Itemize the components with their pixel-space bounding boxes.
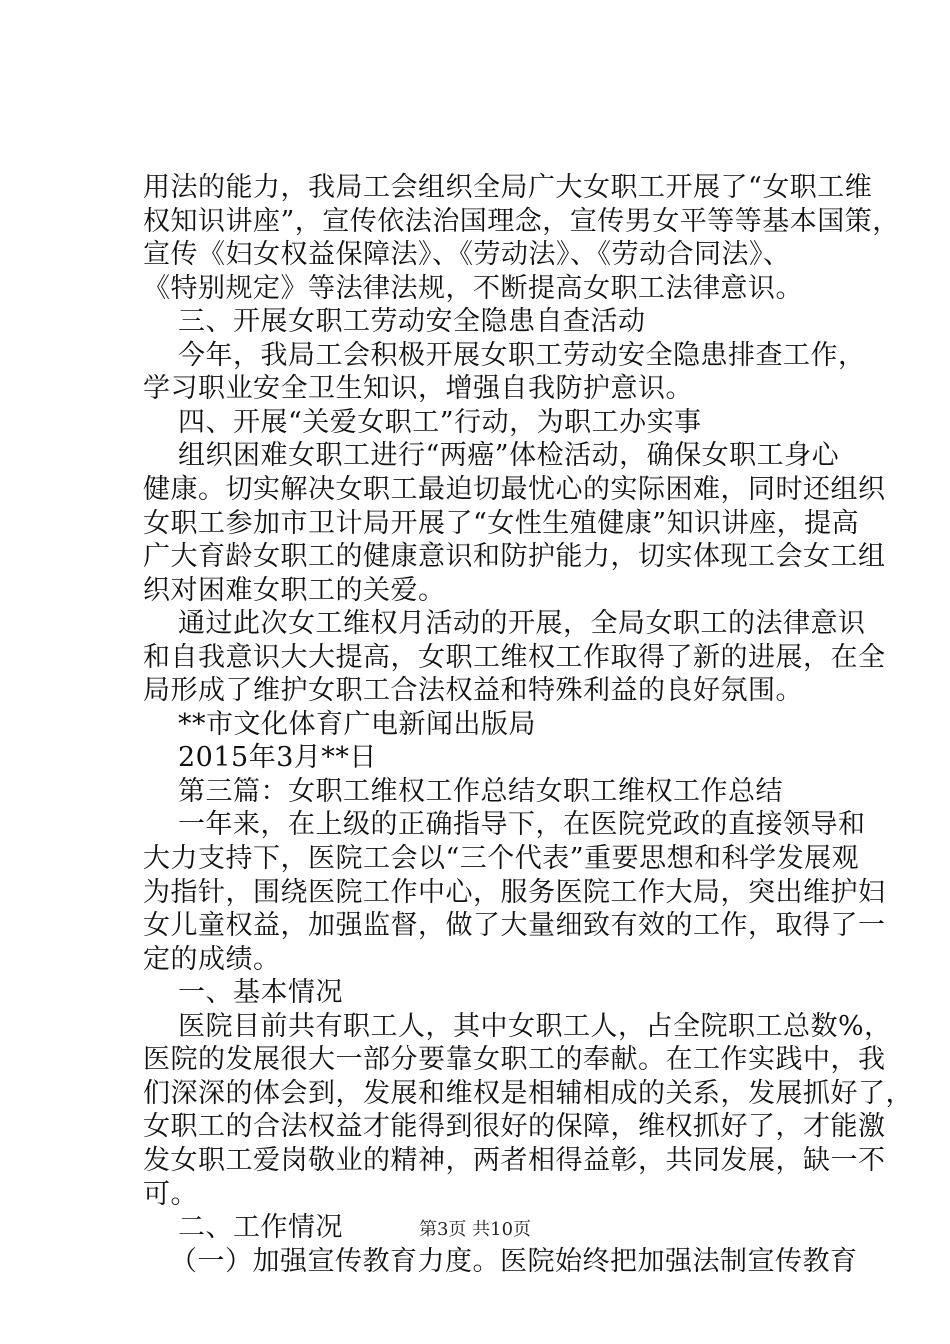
text-line: 女职工的合法权益才能得到很好的保障，维权抓好了，才能激 [143, 1111, 886, 1142]
page-number-label: 第3页 共10页 [418, 1219, 532, 1240]
text-line: 织对困难女职工的关爱。 [143, 575, 446, 606]
text-line: 医院目前共有职工人，其中女职工人，占全院职工总数%， [178, 1011, 892, 1042]
text-line: 为指针，围绕医院工作中心，服务医院工作大局，突出维护妇 [143, 877, 886, 908]
text-line: 健康。切实解决女职工最迫切最忧心的实际困难，同时还组织 [143, 474, 886, 505]
section-heading: 四、开展“关爱女职工”行动，为职工办实事 [178, 407, 702, 438]
page-footer [0, 1219, 950, 1241]
text-line: 组织困难女职工进行“两癌”体检活动，确保女职工身心 [178, 440, 840, 471]
text-line: 可。 [143, 1179, 198, 1210]
section-heading: 一、基本情况 [178, 977, 343, 1008]
text-line: 定的成绩。 [143, 944, 281, 975]
text-line: 女儿童权益，加强监督，做了大量细致有效的工作，取得了一 [143, 910, 886, 941]
text-line: 用法的能力，我局工会组织全局广大女职工开展了“女职工维 [143, 172, 873, 203]
text-line: 宣传《妇女权益保障法》、《劳动法》、《劳动合同法》、 [143, 239, 791, 270]
text-line: 《特别规定》等法律法规，不断提高女职工法律意识。 [143, 273, 803, 304]
text-line: 发女职工爱岗敬业的精神，两者相得益彰，共同发展，缺一不 [143, 1145, 886, 1176]
text-line: 学习职业安全卫生知识，增强自我防护意识。 [143, 373, 693, 404]
text-line: 大力支持下，医院工会以“三个代表”重要思想和科学发展观 [143, 843, 860, 874]
text-line: 们深深的体会到，发展和维权是相辅相成的关系，发展抓好了， [143, 1078, 913, 1109]
text-line: 通过此次女工维权月活动的开展，全局女职工的法律意识 [178, 608, 866, 639]
text-line: 权知识讲座”，宣传依法治国理念，宣传男女平等等基本国策， [143, 206, 900, 237]
signature-organization: **市文化体育广电新闻出版局 [178, 709, 536, 740]
section-heading: 三、开展女职工劳动安全隐患自查活动 [178, 306, 646, 337]
text-line: 今年，我局工会积极开展女职工劳动安全隐患排查工作， [178, 340, 866, 371]
text-line: 局形成了维护女职工合法权益和特殊利益的良好氛围。 [143, 675, 803, 706]
text-line: （一）加强宣传教育力度。医院始终把加强法制宣传教育 [170, 1246, 858, 1277]
text-line: 医院的发展很大一部分要靠女职工的奉献。在工作实践中，我 [143, 1044, 886, 1075]
chapter-title: 第三篇：女职工维权工作总结女职工维权工作总结 [178, 776, 783, 807]
text-line: 一年来，在上级的正确指导下，在医院党政的直接领导和 [178, 809, 866, 840]
text-line: 女职工参加市卫计局开展了“女性生殖健康”知识讲座，提高 [143, 508, 860, 539]
text-line: 广大育龄女职工的健康意识和防护能力，切实体现工会女工组 [143, 541, 886, 572]
section-heading: 二、工作情况 [178, 1212, 343, 1243]
signature-date: 2015年3月**日 [178, 742, 377, 773]
text-line: 和自我意识大大提高，女职工维权工作取得了新的进展，在全 [143, 642, 886, 673]
